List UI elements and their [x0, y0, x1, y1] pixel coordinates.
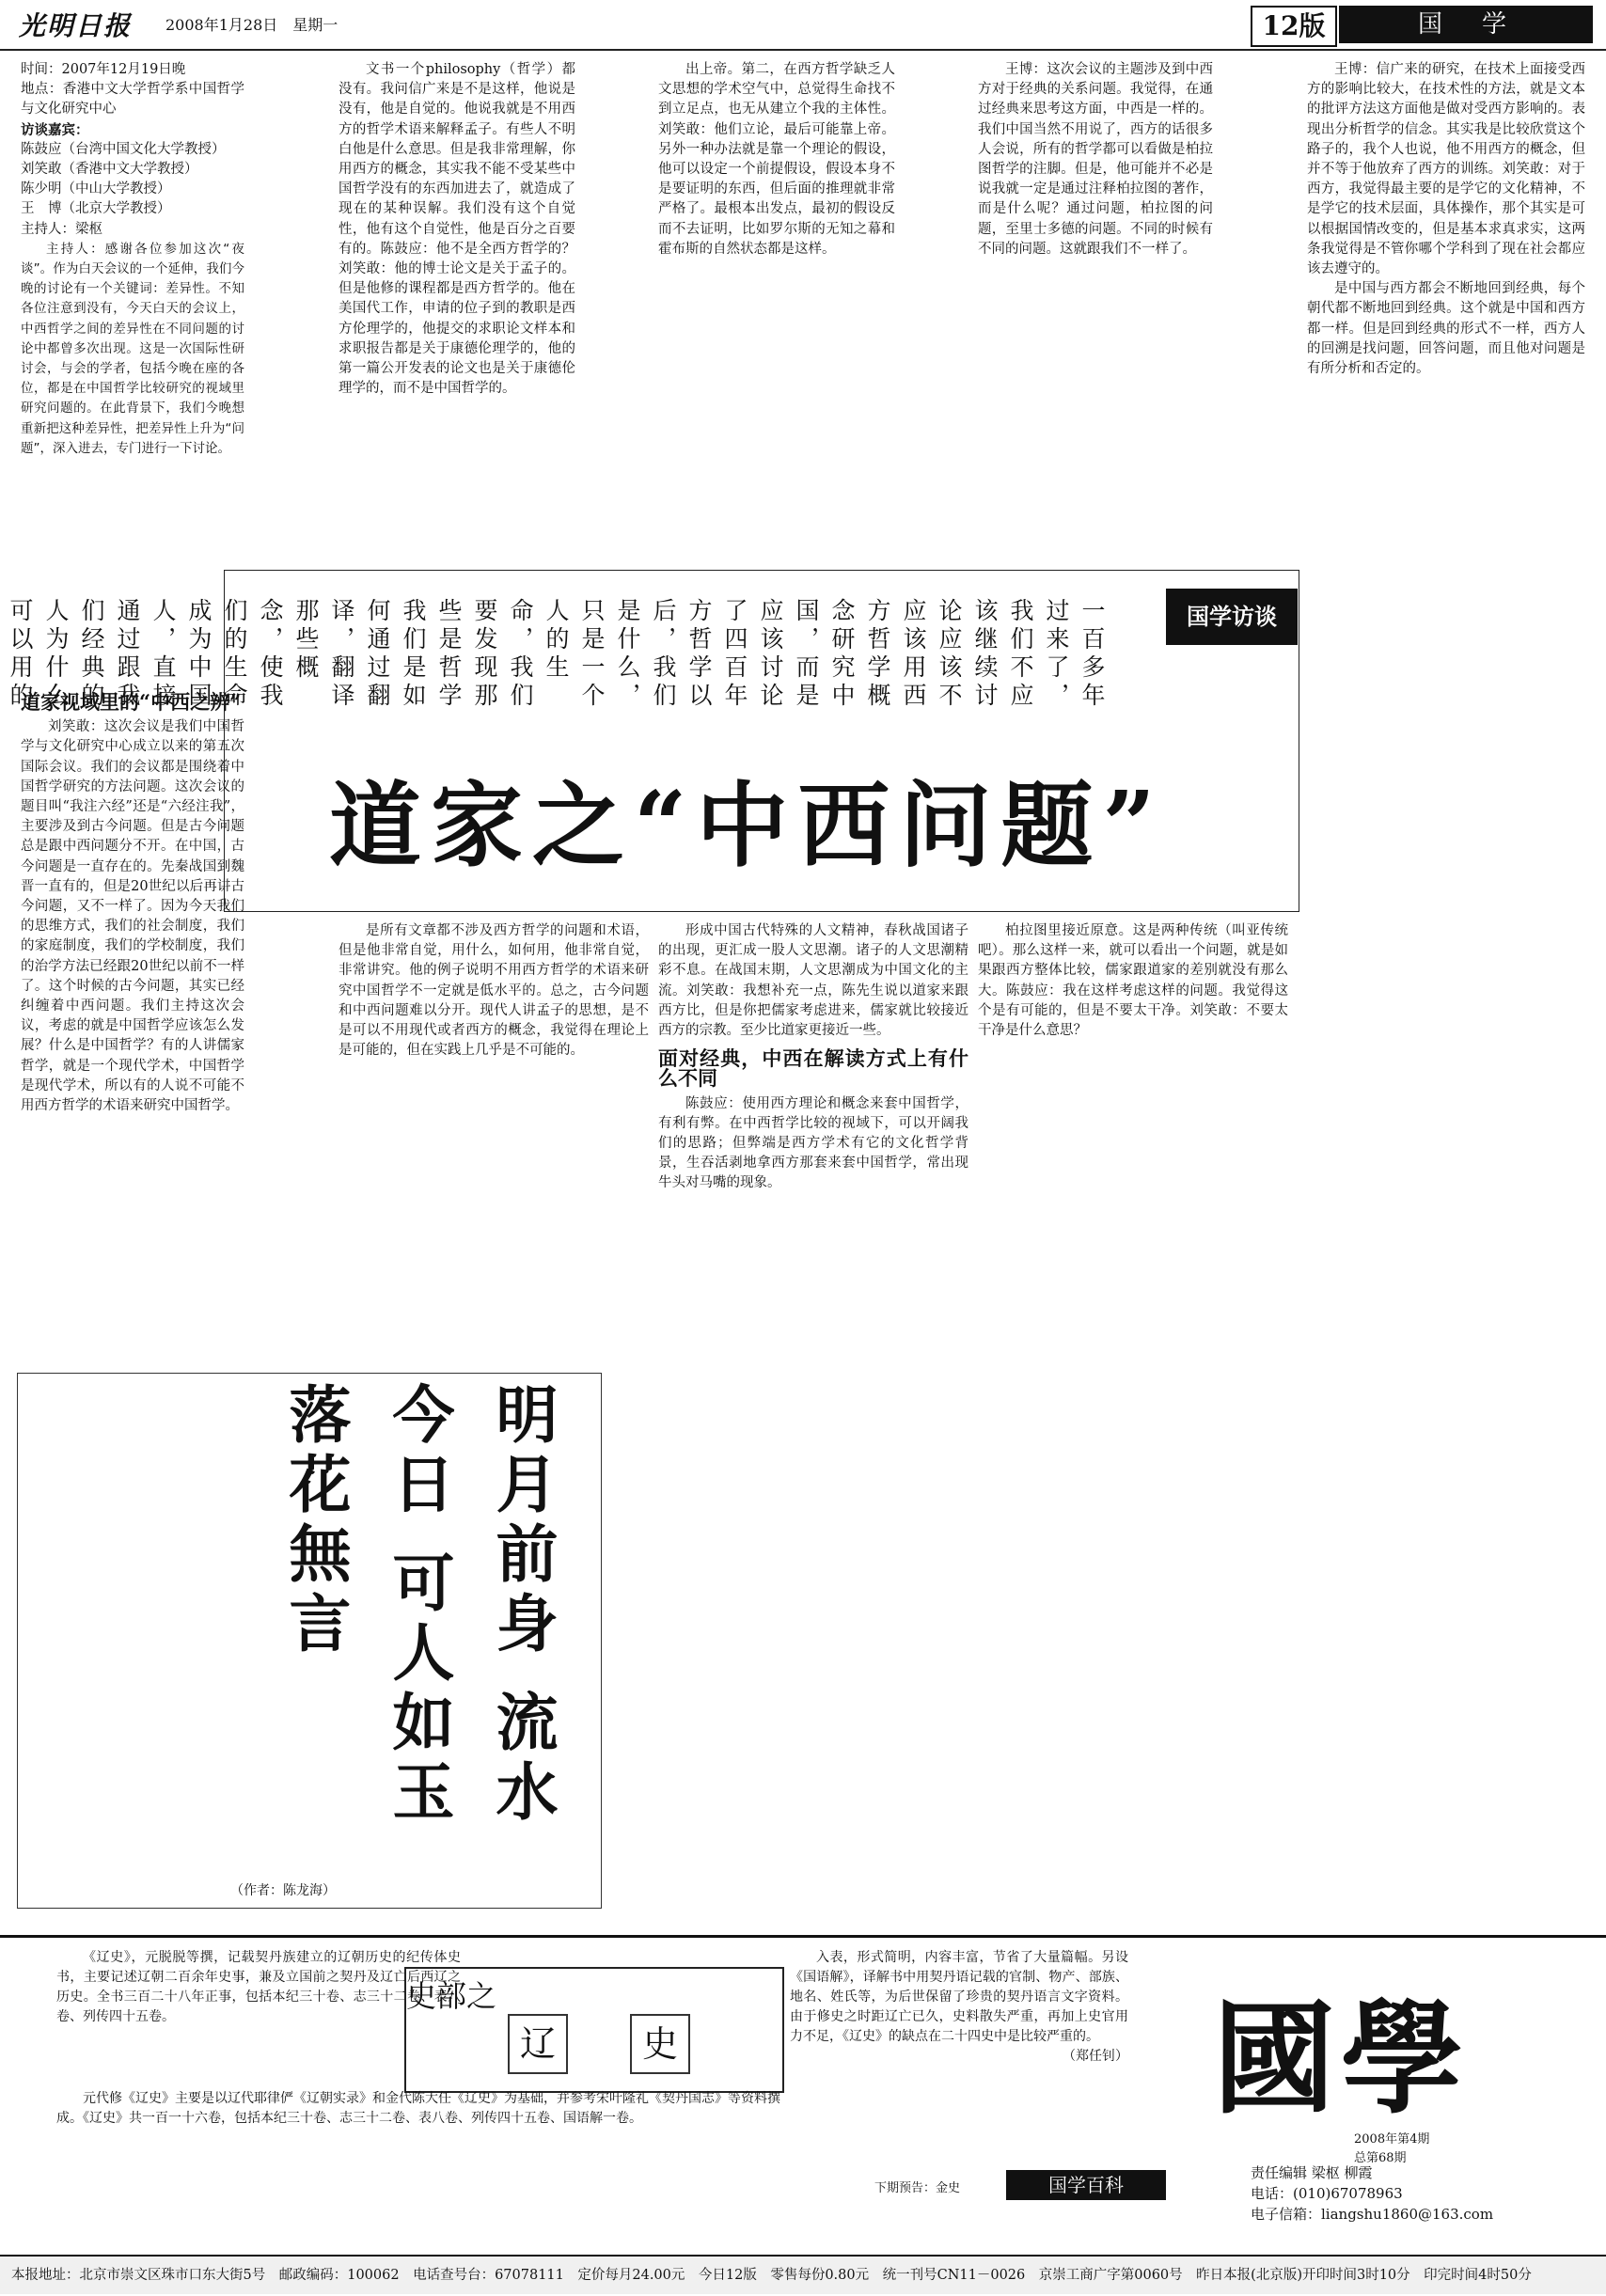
article-text: 元代修《辽史》主要是以辽代耶律俨《辽朝实录》和金代陈大任《辽史》为基础，并参考宋叶隆礼《契丹国志》等资料撰成。《辽史》共一百一十六卷，包括本纪三十卷、志三十二卷、表八卷、列传四十五卷、国语解一卷。 — [56, 2091, 780, 2126]
meta-time: 时间：2007年12月19日晚 — [21, 62, 186, 77]
interview-badge: 国学访谈 — [1166, 589, 1298, 645]
intro-text: 主持人：感谢各位参加这次“夜谈”。作为白天会议的一个延伸，我们今晚的讨论有一个关键词：差异性。不知各位注意到没有，今天白天的会议上，中西哲学之间的差异性在不同问题的讨论中都曾多次出现。这是一次国际性研讨会，与会的学者，包括今晚在座的各位，都是在中国哲学比较研究的视域里研究问题的。在此背景下，我们今晚想重新把这种差异性，把差异性上升为“问题”，深入进去，专门进行一下讨论。 — [21, 241, 244, 456]
article-text: 文书一个philosophy（哲学）都没有。我问信广来是不是这样，他说是没有，他是自觉的。他说我就是不用西方的哲学术语来解释孟子。有些人不明白他是什么意思。但是我非常理解，你用西方的概念，其实我不能不受某些中国哲学没有的东西加进去了，就造成了现在的某种误解。我们没有这个自觉性，他有这个自觉性，他是百分之百要有的。陈鼓应：他不是全西方哲学的？刘笑敢：他的博士论文是关于孟子的。但是他修的课程都是西方哲学的。他在美国代工作，申请的位子到的教职是西方伦理学的，他提交的求职论文样本和求职报告都是关于康德伦理学的，他的第一篇公开发表的论文也是关于康德伦理学的，而不是中国哲学的。 — [339, 62, 575, 397]
column-2 — [339, 60, 575, 568]
issue-info: 2008年第4期 总第68期 — [1354, 2132, 1430, 2165]
meta-guest: 刘笑敢（香港中文大学教授） — [21, 162, 198, 178]
article-text: 王博：信广来的研究，在技术上面接受西方的影响比较大，在技术性的方法，就是文本的批评方法这方面他是做对受西方影响的。表现出分析哲学的信念。其实我是比较欣赏这个路子的，我个人也说，他不用西方的概念，但并不等于他放弃了西方的训练。刘笑敢：对于西方，我觉得最主要的是学它的文化精神，不是学它的技术层面，具体操作，那个其实是可以根据国情改变的，但是基本求真求实，这两条我觉得是不管你哪个学科到了现在社会都应该去遵守的。 — [1307, 62, 1585, 277]
editors-contact: 责任编辑 梁枢 柳霞 电话：(010)67078963 电子信箱：liangshu1860@163.com — [1251, 2164, 1494, 2223]
title-char-shi: 史 — [630, 2014, 690, 2074]
article-text: 柏拉图里接近原意。这是两种传统（叫亚传统吧）。那么这样一来，就可以看出一个问题，就是如果跟西方整体比较，儒家跟道家的差别就没有那么大。陈鼓应：我在这样考虑这样的问题。我觉得这个是有可能的，但是不要太干净。刘笑敢：不要太干净是什么意思？ — [978, 923, 1288, 1039]
section-heading: 道家视域里的“中西之辨” — [21, 690, 242, 714]
calligraphy-text: 明月前身 流水今日 可人如玉 落花無言 — [278, 1382, 559, 1829]
meta-place: 地点：香港中文大学哲学系中国哲学与文化研究中心 — [21, 82, 244, 118]
meta-guest: 王 博（北京大学教授） — [21, 201, 171, 217]
next-issue-preview: 下期预告：金史 — [874, 2181, 961, 2195]
lower-column-4 — [978, 921, 1288, 1918]
article-text: 是中国与西方都会不断地回到经典，每个朝代都不断地回到经典。这个就是中国和西方都一样。但是回到经典的形式不一样，西方人的回溯是找问题，回答问题，而且他对问题是有所分析和否定的。 — [1307, 281, 1585, 377]
paper-name: 光明日报 — [19, 10, 133, 41]
guoxue-ornament: 國學 — [1213, 1987, 1470, 2131]
column-1 — [21, 60, 244, 568]
article-text: 是所有文章都不涉及西方哲学的问题和术语，但是他非常自觉，用什么，如何用，他非常自觉，非常讲究。他的例子说明不用西方哲学的术语来研究中国哲学不一定就是低水平的。总之，古今问题和中西问题难以分开。现代人讲孟子的思想，是不是可以不用现代或者西方的概念，我觉得在理论上是可能的，但在实践上几乎是不可能的。 — [339, 923, 649, 1059]
page-number: 12版 — [1251, 6, 1337, 47]
meta-guest: 陈少明（中山大学教授） — [21, 181, 171, 197]
pull-quote: 一百多年过来了，我们不应该继续讨论应该不应该用西方哲学概念研究中国，而是应该讨论了四百年方哲学以后，我们是什么，只是一个人的生命，我们要发现那些是哲学我们是如何通过翻译，翻译那些概念，使我们的生命成为中国人，直接通过跟我们经典的人为什么可以用的 — [7, 598, 1106, 711]
article-text: 形成中国古代特殊的人文精神，春秋战国诸子的出现，更汇成一股人文思潮。诸子的人文思潮精彩不息。在战国末期，人文思潮成为中国文化的主流。刘笑敢：我想补充一点，陈先生说以道家来跟西方比，但是你把儒家考虑进来，儒家就比较接近西方的宗教。至少比道家更接近一些。 — [658, 923, 968, 1039]
issue-date: 2008年1月28日 星期一 — [165, 16, 339, 34]
liaoshi-column-a — [56, 1948, 461, 2027]
column-1-lower — [21, 684, 244, 1352]
footer: 本报地址：北京市崇文区珠市口东大街5号 邮政编码：100062 电话查号台：67078111 定价每月24.00元 今日12版 零售每份0.80元 统一刊号CN11－0026 京崇工商广字第0060号 昨日本报(北京版)开印时间3时10分 印完时间4时50分 — [0, 2255, 1606, 2294]
liaoshi-column-b — [56, 2089, 780, 2129]
guoxue-baike-badge: 国学百科 — [1006, 2170, 1166, 2200]
article-text: 入表，形式简明，内容丰富，节省了大量篇幅。另设《国语解》，译解书中用契丹语记载的官制、物产、部族、地名、姓氏等，为后世保留了珍贵的契丹语言文字资料。由于修史之时距辽亡已久，史料散失严重，再加上史官用力不足，《辽史》的缺点在二十四史中是比较严重的。 — [790, 1950, 1128, 2044]
section-title: 国 学 — [1339, 6, 1593, 43]
article-text: 刘笑敢：这次会议是我们中国哲学与文化研究中心成立以来的第五次国际会议。我们的会议都是围绕着中国哲学研究的方法问题。这次会议的题目叫“我注六经”还是“六经注我”，主要涉及到古今问题。但是古今问题总是跟中西问题分不开。在中国，古今问题是一直存在的。先秦战国到魏晋一直有的，但是20世纪以后再讲古今问题，又不一样了。因为今天我们的思维方式，我们的社会制度，我们的家庭制度，我们的学校制度，我们的治学方法已经跟20世纪以前不一样了。这个时候的古今问题，其实已经纠缠着中西问题。我们主持这次会议，考虑的就是中国哲学应该怎么发展？什么是中国哲学？有的人讲儒家哲学，就是一个现代学术，中国哲学是现代学术，所以有的人说不可能不用西方哲学的术语来研究中国哲学。 — [21, 719, 244, 1114]
article-text: 《辽史》，元脱脱等撰，记载契丹族建立的辽朝历史的纪传体史书，主要记述辽朝二百余年史事，兼及立国前之契丹及辽亡后西辽之历史。全书三百二十八年正事，包括本纪三十卷、志三十二卷、表八卷、列传四十五卷。 — [56, 1950, 461, 2024]
liaoshi-column-c — [790, 1948, 1128, 2067]
headline: 道家之“中西问题” — [329, 772, 1165, 880]
article-text: 王博：这次会议的主题涉及到中西方对于经典的关系问题。我觉得，在通过经典来思考这方面，中西是一样的。我们中国当然不用说了，西方的话很多人会说，所有的哲学都可以看做是柏拉图哲学的注脚。但是，他可能并不必是说我就一定是通过注释柏拉图的著作，而是什么呢？通过问题，柏拉图的问题，至里士多德的问题。不同的时候有不同的问题。这就跟我们不一样了。 — [978, 62, 1213, 257]
column-4 — [978, 60, 1213, 568]
title-char-liao: 辽 — [508, 2014, 568, 2074]
section-heading: 面对经典，中西在解读方式上有什么不同 — [658, 1046, 968, 1091]
meta-guest: 陈鼓应（台湾中国文化大学教授） — [21, 141, 226, 157]
article-text: 出上帝。第二，在西方哲学缺乏人文思想的学术空气中，总觉得生命找不到立足点，也无从建立个我的主体性。刘笑敢：他们立论，最后可能靠上帝。另外一种办法就是靠一个理论的假设，他可以设定一个前提假设，假设本身不是要证明的东西，但后面的推理就非常严格了。最根本出发点，最初的假设反而不去证明，比如罗尔斯的无知之幕和霍布斯的自然状态都是这样。 — [658, 62, 895, 257]
column-3 — [658, 60, 895, 568]
lower-column-3 — [658, 921, 968, 1918]
column-5 — [1307, 60, 1585, 1922]
meta-host: 主持人：梁枢 — [21, 221, 102, 237]
column-title: 史部之 — [406, 1978, 497, 2014]
author-note: （郑任钊） — [1063, 2049, 1128, 2064]
meta-guests-label: 访谈嘉宾： — [21, 121, 89, 138]
article-text: 陈鼓应：使用西方理论和概念来套中国哲学，有利有弊。在中西哲学比较的视域下，可以开阔我们的思路；但弊端是西方学术有它的文化哲学背景，生吞活剥地拿西方那套来套中国哲学，常出现牛头对马嘴的现象。 — [658, 1095, 968, 1191]
calligraphy-credit: （作者：陈龙海） — [230, 1883, 336, 1898]
